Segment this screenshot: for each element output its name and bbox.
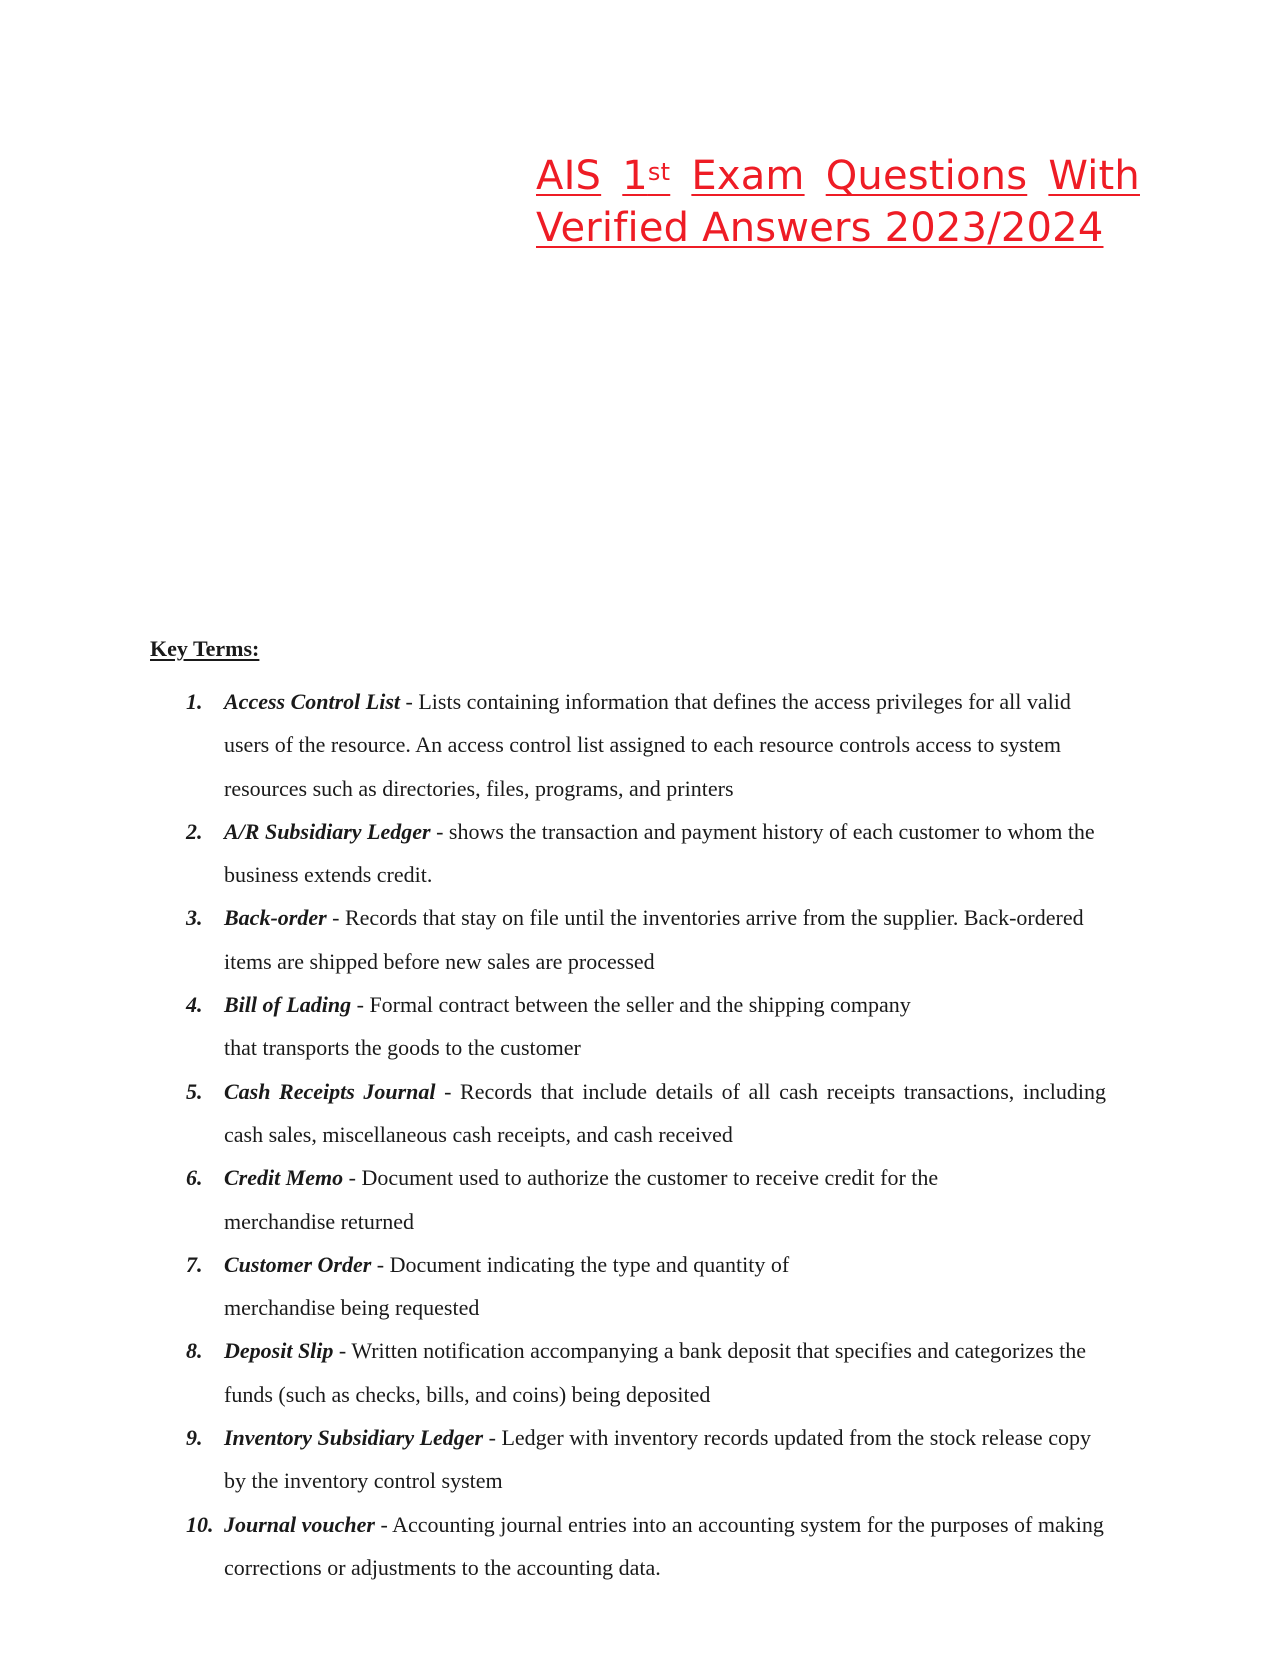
term-name: Deposit Slip xyxy=(224,1338,334,1364)
term-name: Bill of Lading xyxy=(224,992,352,1018)
item-number: 6. xyxy=(186,1165,203,1191)
term-definition: - Written notification accompanying a bank deposit that specifies and categorizes the funds (such as checks, bills, and coins) being deposited xyxy=(224,1338,1086,1407)
term-definition: - Lists containing information that defines the access privileges for all valid users of the resource. An access control list assigned to each resource controls access to system resources such as directories, files, programs, and printers xyxy=(224,689,1071,801)
item-number: 10. xyxy=(186,1511,214,1537)
term-definition: - Accounting journal entries into an accounting system for the purposes of making corrections or adjustments to the accounting data. xyxy=(224,1511,1104,1580)
key-terms-heading: Key Terms: xyxy=(150,636,260,661)
list-item xyxy=(186,1070,1106,1157)
term-definition-continued: merchandise being requested xyxy=(224,1295,480,1321)
term-name: Back-order xyxy=(224,905,327,931)
title-word-ais: AIS xyxy=(536,153,602,199)
list-item xyxy=(186,1156,1106,1243)
title-word-with: With xyxy=(1048,153,1140,199)
term-name: Credit Memo xyxy=(224,1165,344,1191)
list-item xyxy=(186,983,1106,1070)
item-number: 7. xyxy=(186,1251,203,1277)
list-item xyxy=(186,1416,1106,1503)
document-title xyxy=(536,150,1156,254)
term-definition: - shows the transaction and payment history of each customer to whom the business extends credit. xyxy=(224,818,1095,888)
item-number: 4. xyxy=(186,992,203,1018)
list-item xyxy=(186,680,1106,810)
term-definition: - Records that stay on file until the inventories arrive from the supplier. Back-ordered items are shipped before new sales are processed xyxy=(224,905,1084,974)
title-line-1 xyxy=(536,150,1140,202)
list-item xyxy=(186,1243,1106,1330)
item-number: 2. xyxy=(186,818,203,844)
term-definition: - Document used to authorize the customer to receive credit for the xyxy=(343,1165,939,1191)
term-name: Cash Receipts Journal xyxy=(224,1078,436,1104)
item-number: 5. xyxy=(186,1078,203,1104)
term-name: Inventory Subsidiary Ledger xyxy=(224,1425,484,1451)
term-definition: - Document indicating the type and quantity of xyxy=(371,1251,790,1277)
title-word-1st xyxy=(622,150,670,202)
item-number: 9. xyxy=(186,1425,203,1451)
title-ordinal-number: 1 xyxy=(622,153,648,199)
term-definition-continued: merchandise returned xyxy=(224,1208,414,1234)
item-number: 3. xyxy=(186,905,203,931)
title-line-2: Verified Answers 2023/2024 xyxy=(536,205,1104,251)
title-ordinal-suffix: st xyxy=(647,158,671,186)
term-name: Access Control List xyxy=(224,689,401,714)
term-definition: - Formal contract between the seller and the shipping company xyxy=(351,992,911,1018)
term-definition: - Records that include details of all cash receipts transactions, including cash sales, miscellaneous cash receipts, and cash received xyxy=(224,1078,1106,1147)
item-number: 1. xyxy=(186,689,203,714)
key-terms-list xyxy=(186,680,1106,1589)
title-word-questions: Questions xyxy=(825,153,1028,199)
term-name: Journal voucher xyxy=(224,1511,375,1537)
item-number: 8. xyxy=(186,1338,203,1364)
list-item xyxy=(186,1503,1106,1590)
list-item xyxy=(186,1329,1106,1416)
term-name: Customer Order xyxy=(224,1251,372,1277)
title-word-exam: Exam xyxy=(691,153,805,199)
list-item xyxy=(186,810,1106,897)
term-definition-continued: that transports the goods to the customer xyxy=(224,1035,581,1061)
term-definition: - Ledger with inventory records updated from the stock release copy by the inventory control system xyxy=(224,1425,1091,1494)
list-item xyxy=(186,896,1106,983)
term-name: A/R Subsidiary Ledger xyxy=(224,818,431,844)
